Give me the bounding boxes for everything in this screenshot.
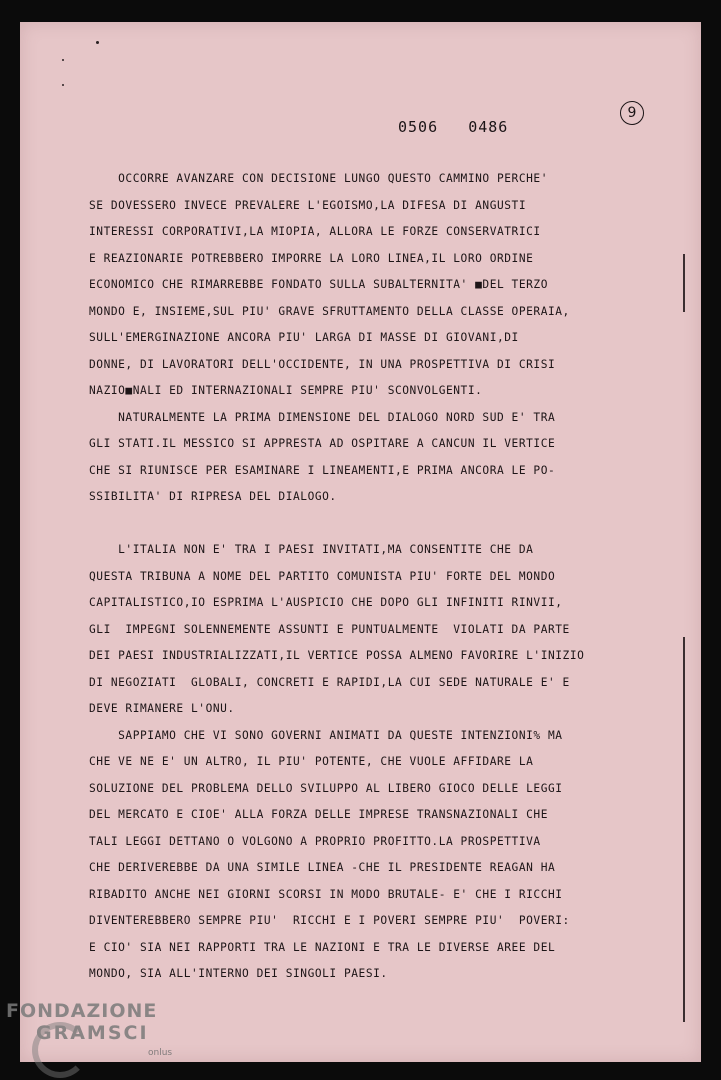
text-line: OCCORRE AVANZARE CON DECISIONE LUNGO QUESTO CAMMINO PERCHE' [89,172,548,185]
paragraph-gap [89,515,679,542]
text-line: GLI IMPEGNI SOLENNEMENTE ASSUNTI E PUNTUALMENTE VIOLATI DA PARTE [89,622,570,636]
text-line: SAPPIAMO CHE VI SONO GOVERNI ANIMATI DA QUESTE INTENZIONI% MA [89,728,563,742]
text-line: TALI LEGGI DETTANO O VOLGONO A PROPRIO PROFITTO.LA PROSPETTIVA [89,834,541,848]
watermark-onlus: onlus [148,1048,173,1058]
scan-speck [96,41,99,44]
scan-speck [62,84,64,86]
text-line: DEVE RIMANERE L'ONU. [89,702,235,715]
gramsci-logo-icon [32,1022,88,1078]
text-line: DI NEGOZIATI GLOBALI, CONCRETI E RAPIDI,LA CUI SEDE NATURALE E' E [89,675,570,689]
margin-rule [683,637,685,1022]
text-line: SULL'EMERGINAZIONE ANCORA PIU' LARGA DI MASSE DI GIOVANI,DI [89,331,519,344]
text-line: DIVENTEREBBERO SEMPRE PIU' RICCHI E I POVERI SEMPRE PIU' POVERI: [89,914,570,927]
fondazione-gramsci-watermark [6,1000,173,1058]
text-line: DEI PAESI INDUSTRIALIZZATI,IL VERTICE POSSA ALMENO FAVORIRE L'INIZIO [89,649,585,662]
text-line: E CIO' SIA NEI RAPPORTI TRA LE NAZIONI E TRA LE DIVERSE AREE DEL [89,940,556,954]
text-line: DONNE, DI LAVORATORI DELL'OCCIDENTE, IN UNA PROSPETTIVA DI CRISI [89,357,556,371]
text-line: CHE SI RIUNISCE PER ESAMINARE I LINEAMENTI,E PRIMA ANCORA LE PO- [89,463,556,477]
text-line: DEL MERCATO E CIOE' ALLA FORZA DELLE IMPRESE TRANSNAZIONALI CHE [89,808,548,821]
text-line: INTERESSI CORPORATIVI,LA MIOPIA, ALLORA LE FORZE CONSERVATRICI [89,225,541,238]
archive-code: 0506 0486 [398,118,509,136]
text-line: CHE VE NE E' UN ALTRO, IL PIU' POTENTE, CHE VUOLE AFFIDARE LA [89,755,534,768]
text-line: SOLUZIONE DEL PROBLEMA DELLO SVILUPPO AL LIBERO GIOCO DELLE LEGGI [89,781,563,795]
text-line: ECONOMICO CHE RIMARREBBE FONDATO SULLA SUBALTERNITA' ■DEL TERZO [89,278,548,291]
text-line: MONDO, SIA ALL'INTERNO DEI SINGOLI PAESI. [89,967,388,980]
text-line: CHE DERIVEREBBE DA UNA SIMILE LINEA -CHE IL PRESIDENTE REAGAN HA [89,861,556,874]
watermark-line-1: FONDAZIONE [6,1000,158,1022]
text-line: MONDO E, INSIEME,SUL PIU' GRAVE SFRUTTAMENTO DELLA CLASSE OPERAIA, [89,304,570,318]
page-number-circle: 9 [620,101,644,125]
text-line: RIBADITO ANCHE NEI GIORNI SCORSI IN MODO BRUTALE- E' CHE I RICCHI [89,887,563,901]
scan-speck [62,59,64,61]
watermark-line-2: GRAMSCI [36,1022,149,1044]
text-line: SE DOVESSERO INVECE PREVALERE L'EGOISMO,LA DIFESA DI ANGUSTI [89,198,527,212]
text-line: CAPITALISTICO,IO ESPRIMA L'AUSPICIO CHE DOPO GLI INFINITI RINVII, [89,596,563,609]
margin-rule [683,254,685,312]
text-line: NATURALMENTE LA PRIMA DIMENSIONE DEL DIALOGO NORD SUD E' TRA [89,410,556,424]
body-text [89,170,679,992]
text-line: QUESTA TRIBUNA A NOME DEL PARTITO COMUNISTA PIU' FORTE DEL MONDO [89,569,556,583]
text-line: GLI STATI.IL MESSICO SI APPRESTA AD OSPITARE A CANCUN IL VERTICE [89,437,556,450]
typed-page [20,22,701,1062]
text-line: SSIBILITA' DI RIPRESA DEL DIALOGO. [89,490,337,503]
text-line: E REAZIONARIE POTREBBERO IMPORRE LA LORO LINEA,IL LORO ORDINE [89,251,534,265]
text-line: L'ITALIA NON E' TRA I PAESI INVITATI,MA CONSENTITE CHE DA [89,543,534,556]
text-line: NAZIO■NALI ED INTERNAZIONALI SEMPRE PIU' SCONVOLGENTI. [89,384,483,397]
